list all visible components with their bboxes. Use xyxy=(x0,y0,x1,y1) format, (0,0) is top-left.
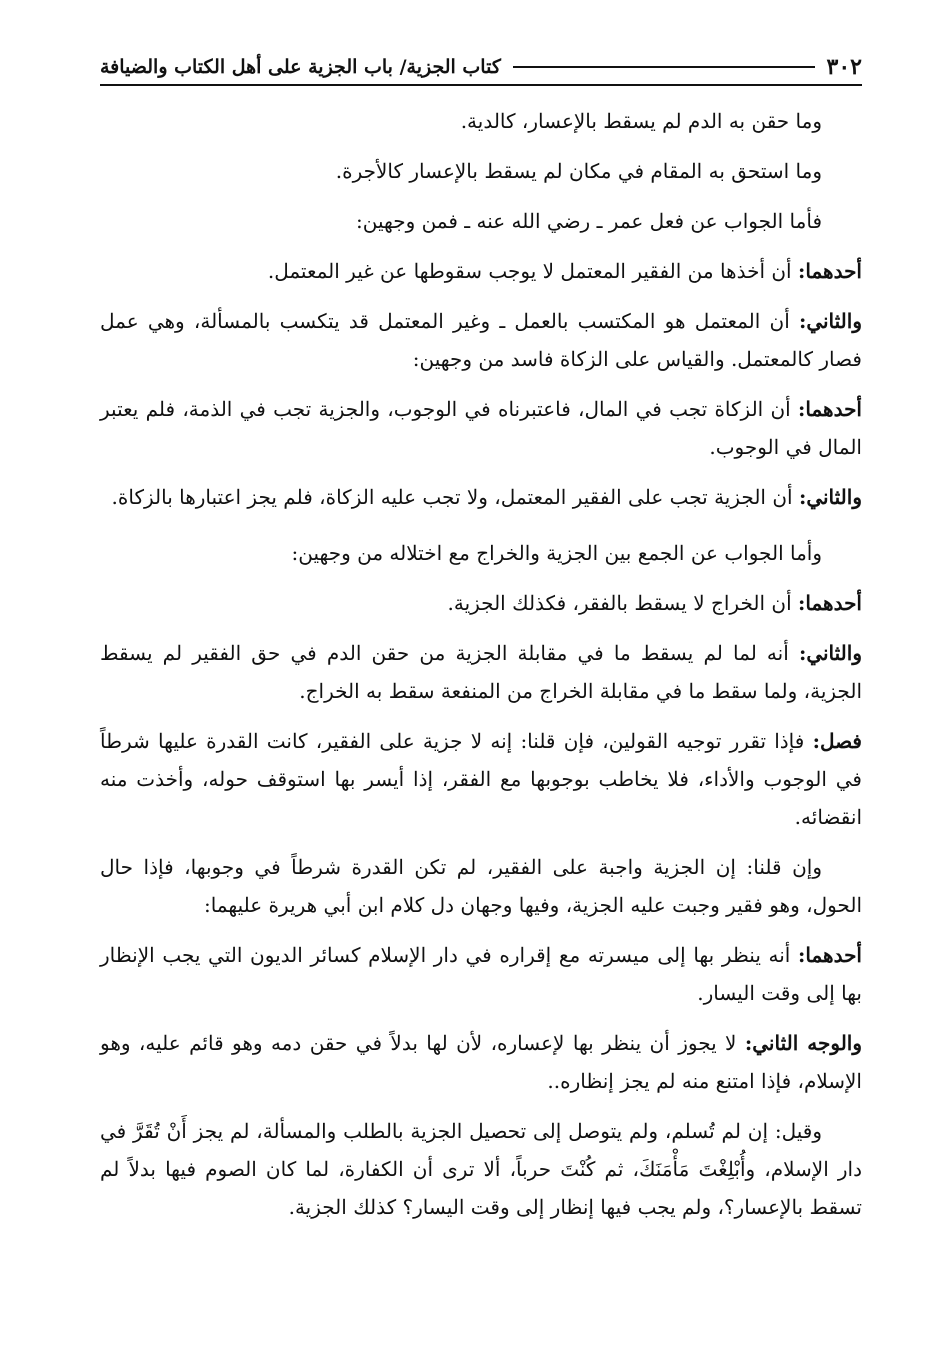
paragraph-lead: والثاني: xyxy=(798,309,862,333)
paragraph xyxy=(100,302,862,378)
paragraph xyxy=(100,722,862,836)
paragraph xyxy=(100,252,862,290)
paragraph xyxy=(100,534,862,572)
paragraph-lead: أحدهما: xyxy=(797,397,862,421)
paragraph xyxy=(100,202,862,240)
page-number: ٣٠٢ xyxy=(826,54,862,80)
paragraph-text: وقيل: إن لم تُسلم، ولم يتوصل إلى تحصيل الجزية بالطلب والمسألة، لم يجز أَنْ تُقَرَّ في دار الإسلام، وأُبْلِغْتَ مَأْمَنَكَ، ثم كُنْتَ حرباً، ألا ترى أن الكفارة، لما كان الصوم فيها بدلاً لم تسقط بالإعسار؟، ولم يجب فيها إنظار إلى وقت اليسار؟ كذلك الجزية. xyxy=(100,1119,862,1219)
header-rule xyxy=(513,66,815,68)
body-text xyxy=(100,102,862,1226)
paragraph-text: أنه لما لم يسقط ما في مقابلة الجزية من حقن الدم في حق الفقير لم يسقط الجزية، ولما سقط ما في مقابلة الخراج من المنفعة سقط به الخراج. xyxy=(100,641,862,703)
paragraph xyxy=(100,102,862,140)
paragraph-text: أن الخراج لا يسقط بالفقر، فكذلك الجزية. xyxy=(447,591,798,615)
paragraph-text: وما استحق به المقام في مكان لم يسقط بالإعسار كالأجرة. xyxy=(335,159,822,183)
paragraph xyxy=(100,1024,862,1100)
paragraph-text: وأما الجواب عن الجمع بين الجزية والخراج مع اختلاله من وجهين: xyxy=(291,541,822,565)
paragraph xyxy=(100,152,862,190)
paragraph-lead: أحدهما: xyxy=(797,943,862,967)
paragraph-text: أن الجزية تجب على الفقير المعتمل، ولا تجب عليه الزكاة، فلم يجز اعتبارها بالزكاة. xyxy=(111,485,799,509)
paragraph xyxy=(100,936,862,1012)
paragraph-text: لا يجوز أن ينظر بها لإعساره، لأن لها بدلاً في حقن دمه وهو قائم عليه، وهو الإسلام، فإذا امتنع منه لم يجز إنظاره.. xyxy=(100,1031,862,1093)
page-header xyxy=(100,50,862,86)
paragraph xyxy=(100,1112,862,1226)
paragraph-text: أنه ينظر بها إلى ميسرته مع إقراره في دار الإسلام كسائر الديون التي يجب الإنظار بها إلى وقت اليسار. xyxy=(100,943,862,1005)
paragraph xyxy=(100,634,862,710)
running-title: كتاب الجزية/ باب الجزية على أهل الكتاب والضيافة xyxy=(100,56,501,78)
paragraph-text: أن المعتمل هو المكتسب بالعمل ـ وغير المعتمل قد يتكسب بالمسألة، وهي عمل فصار كالمعتمل. والقياس على الزكاة فاسد من وجهين: xyxy=(100,309,862,371)
paragraph-lead: فصل: xyxy=(812,729,862,753)
paragraph-lead: والثاني: xyxy=(798,641,862,665)
paragraph-text: وإن قلنا: إن الجزية واجبة على الفقير، لم تكن القدرة شرطاً في وجوبها، فإذا حال الحول، وهو فقير وجبت عليه الجزية، وفيها وجهان دل كلام ابن أبي هريرة عليهما: xyxy=(100,855,862,917)
paragraph-text: فإذا تقرر توجيه القولين، فإن قلنا: إنه لا جزية على الفقير، كانت القدرة عليها شرطاً في الوجوب والأداء، فلا يخاطب بوجوبها مع الفقر، إذا أيسر بها استوقف حوله، وأخذت منه انقضائه. xyxy=(100,729,862,829)
paragraph-text: وما حقن به الدم لم يسقط بالإعسار، كالدية. xyxy=(460,109,822,133)
document-page xyxy=(100,50,862,1238)
paragraph xyxy=(100,390,862,466)
paragraph-lead: والوجه الثاني: xyxy=(744,1031,863,1055)
paragraph xyxy=(100,848,862,924)
paragraph-lead: أحدهما: xyxy=(797,259,862,283)
paragraph-lead: أحدهما: xyxy=(797,591,862,615)
paragraph-text: فأما الجواب عن فعل عمر ـ رضي الله عنه ـ فمن وجهين: xyxy=(355,209,822,233)
paragraph xyxy=(100,478,862,516)
paragraph-text: أن الزكاة تجب في المال، فاعتبرناه في الوجوب، والجزية تجب في الذمة، فلم يعتبر المال في الوجوب. xyxy=(100,397,862,459)
paragraph-text: أن أخذها من الفقير المعتمل لا يوجب سقوطها عن غير المعتمل. xyxy=(267,259,798,283)
paragraph-lead: والثاني: xyxy=(798,485,862,509)
paragraph xyxy=(100,584,862,622)
